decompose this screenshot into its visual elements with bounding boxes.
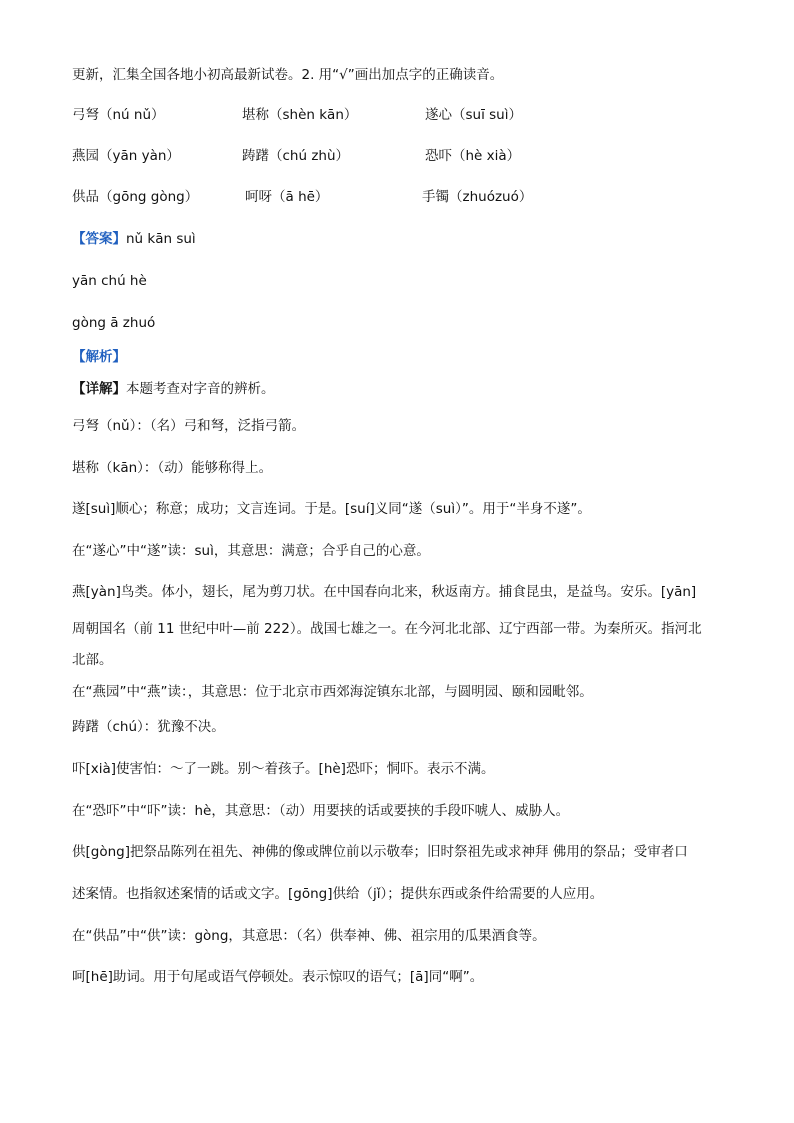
explanation-line: 吓[xià]使害怕：～了一跳。别～着孩子。[hè]恐吓；恫吓。表示不满。 [72, 761, 495, 777]
answer-label: 【答案】 [72, 231, 126, 247]
question-r1-c1: 弓弩（nú nǔ） [72, 107, 165, 123]
explanation-line: 呵[hē]助词。用于句尾或语气停顿处。表示惊叹的语气；[ā]同“啊”。 [72, 969, 484, 985]
explanation-line: 燕[yàn]鸟类。体小，翅长，尾为剪刀状。在中国春向北来，秋返南方。捕食昆虫，是益鸟。安乐。[yān] [72, 584, 697, 600]
explanation-line: 北部。 [72, 652, 113, 668]
question-r2-c2: 踌躇（chú zhù） [242, 148, 350, 164]
question-r1-c2: 堪称（shèn kān） [242, 107, 358, 123]
question-r1-c3: 遂心（suī suì） [425, 107, 522, 123]
explanation-line: 在“供品”中“供”读：gòng，其意思：（名）供奉神、佛、祖宗用的瓜果酒食等。 [72, 928, 546, 944]
explanation-line: 在“恐吓”中“吓”读：hè，其意思：（动）用要挟的话或要挟的手段吓唬人、威胁人。 [72, 803, 570, 819]
explanation-line: 周朝国名（前 11 世纪中叶—前 222）。战国七雄之一。在今河北北部、辽宁西部一带。为秦所灭。指河北 [72, 621, 702, 637]
explanation-line: 踌躇（chú）：犹豫不决。 [72, 719, 225, 735]
explanation-line: 供[gòng]把祭品陈列在祖先、神佛的像或牌位前以示敬奉；旧时祭祖先或求神拜 佛用的祭品；受审者口 [72, 844, 688, 860]
explanation-line: 在“遂心”中“遂”读：suì，其意思：满意；合乎自己的心意。 [72, 543, 430, 559]
explanation-line: 在“燕园”中“燕”读：，其意思：位于北京市西郊海淀镇东北部，与圆明园、颐和园毗邻。 [72, 684, 593, 700]
question-r3-c2: 呵呀（ā hē） [245, 189, 329, 205]
explanation-line: 述案情。也指叙述案情的话或文字。[gōng]供给（jǐ）；提供东西或条件给需要的人应用。 [72, 886, 604, 902]
analysis-label: 【解析】 [72, 349, 126, 365]
question-r2-c3: 恐吓（hè xià） [425, 148, 521, 164]
answer-text-1: nǔ kān suì [126, 231, 196, 247]
question-r3-c1: 供品（gōng gòng） [72, 189, 199, 205]
answer-line-3: gòng ā zhuó [72, 315, 156, 331]
question-r2-c1: 燕园（yān yàn） [72, 148, 180, 164]
explanation-line: 遂[suì]顺心；称意；成功；文言连词。于是。[suí]义同“遂（suì）”。用于“半身不遂”。 [72, 501, 591, 517]
question-r3-c3: 手镯（zhuózuó） [422, 189, 533, 205]
answer-line-1 [72, 230, 196, 248]
header-line: 更新，汇集全国各地小初高最新试卷。2. 用“√”画出加点字的正确读音。 [72, 67, 504, 83]
detail-intro: 本题考查对字音的辨析。 [126, 381, 275, 397]
detail-line [72, 380, 275, 398]
explanation-line: 弓弩（nǔ）：（名）弓和弩，泛指弓箭。 [72, 418, 306, 434]
answer-line-2: yān chú hè [72, 273, 147, 289]
explanation-line: 堪称（kān）：（动）能够称得上。 [72, 460, 273, 476]
detail-label: 【详解】 [72, 381, 126, 397]
